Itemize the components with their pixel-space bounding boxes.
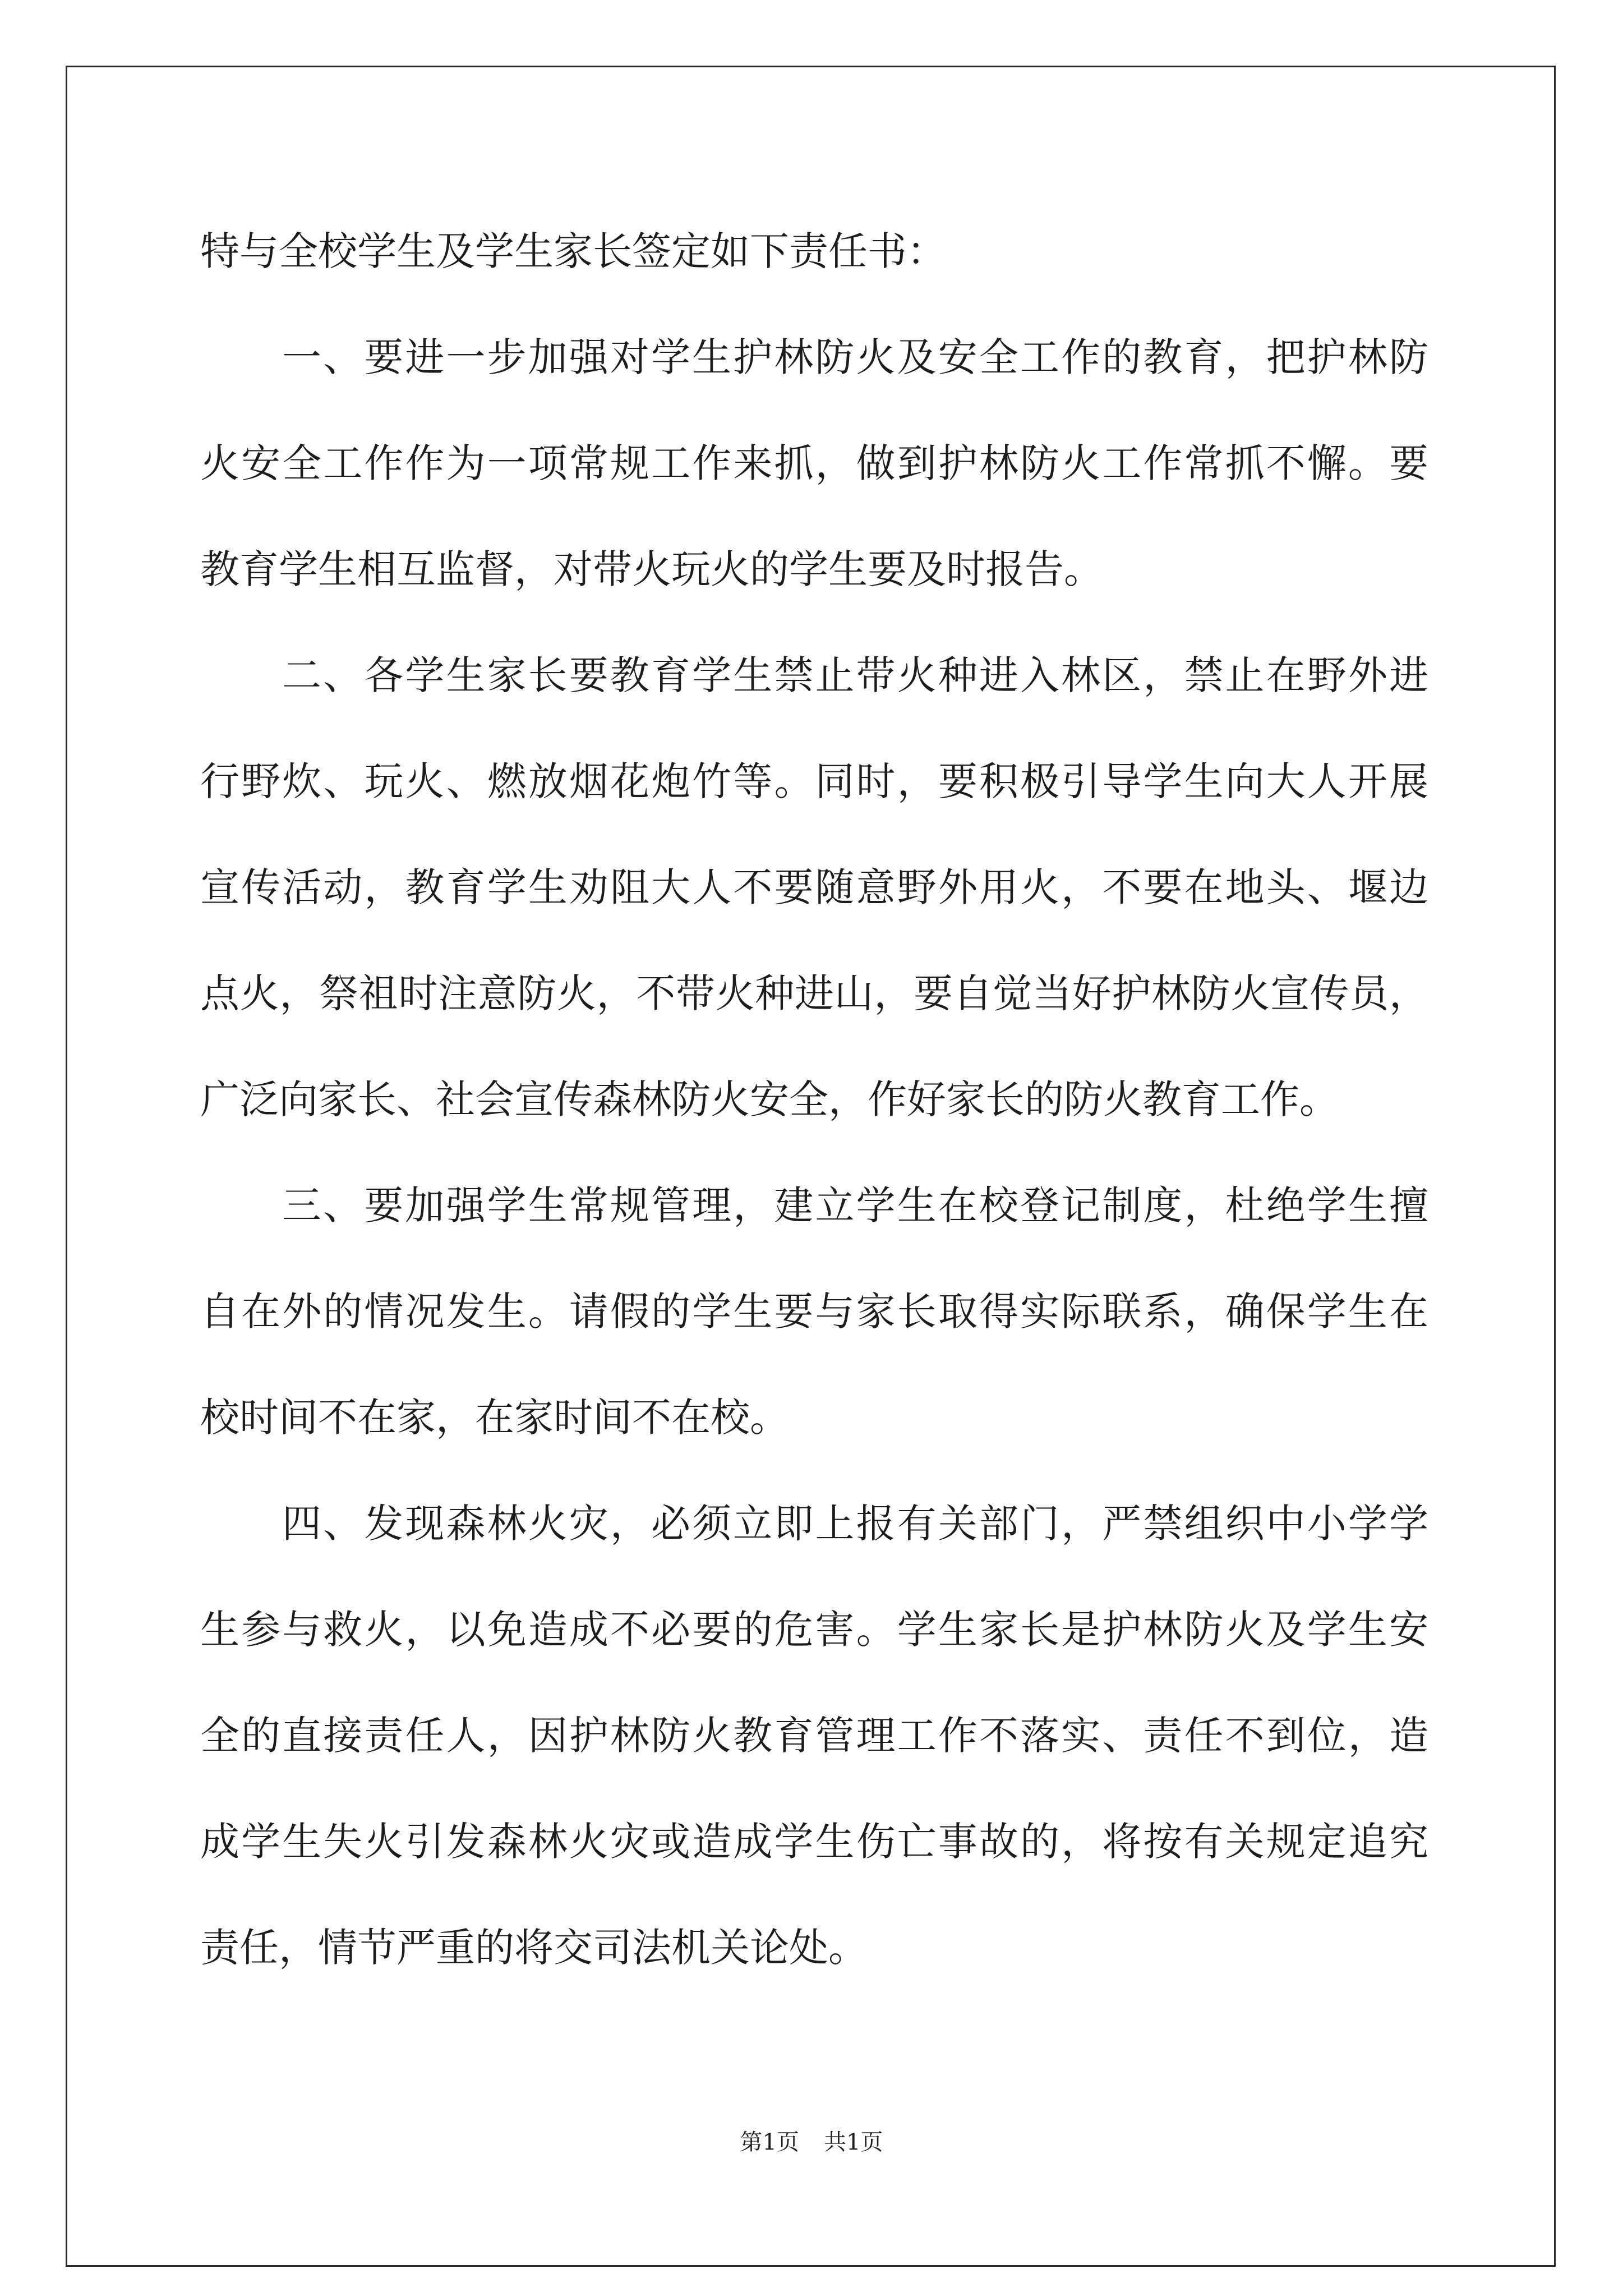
text-line: 成学生失火引发森林火灾或造成学生伤亡事故的，将按有关规定追究 [200,1819,1428,1865]
text-line: 火安全工作作为一项常规工作来抓，做到护林防火工作常抓不懈。要 [200,440,1428,486]
page-footer [0,2127,1623,2157]
text-line: 生参与救火，以免造成不必要的危害。学生家长是护林防火及学生安 [200,1607,1428,1653]
text-line: 广泛向家长、社会宣传森林防火安全，作好家长的防火教育工作。 [200,1076,1339,1122]
text-line: 自在外的情况发生。请假的学生要与家长取得实际联系，确保学生在 [200,1289,1428,1335]
text-line: 三、要加强学生常规管理，建立学生在校登记制度，杜绝学生擅 [282,1182,1428,1228]
paragraph-clause-4 [200,1471,1428,2001]
paragraph-clause-3 [200,1153,1428,1471]
document-body [200,199,1428,2001]
text-line: 宣传活动，教育学生劝阻大人不要随意野外用火，不要在地头、堰边 [200,864,1428,910]
paragraph-clause-2 [200,623,1428,1153]
paragraph-continuation [200,199,1428,305]
text-line: 全的直接责任人，因护林防火教育管理工作不落实、责任不到位，造 [200,1713,1428,1759]
text-line: 行野炊、玩火、燃放烟花炮竹等。同时，要积极引导学生向大人开展 [200,758,1428,804]
text-line: 责任，情节严重的将交司法机关论处。 [200,1925,868,1971]
text-line: 四、发现森林火灾，必须立即上报有关部门，严禁组织中小学学 [282,1501,1428,1547]
text-line: 校时间不在家，在家时间不在校。 [200,1395,789,1441]
text-line: 一、要进一步加强对学生护林防火及安全工作的教育，把护林防 [282,334,1428,380]
text-line: 点火，祭祖时注意防火，不带火种进山，要自觉当好护林防火宣传员， [200,970,1428,1016]
page-number: 第1页 [740,2129,799,2155]
text-line: 教育学生相互监督，对带火玩火的学生要及时报告。 [200,546,1103,592]
page-total: 共1页 [824,2129,883,2155]
text-line: 特与全校学生及学生家长签定如下责任书： [200,228,946,274]
text-line: 二、各学生家长要教育学生禁止带火种进入林区，禁止在野外进 [282,652,1428,698]
paragraph-clause-1 [200,305,1428,623]
